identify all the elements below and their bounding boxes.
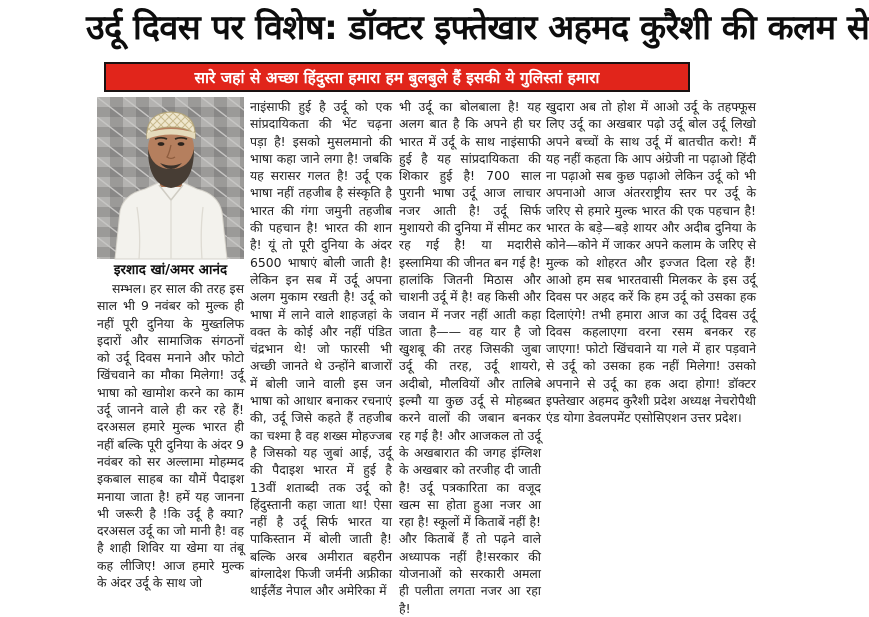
eye-right	[178, 142, 185, 146]
page-title: उर्दू दिवस पर विशेष: डॉक्टर इफ्तेखार अहमद कुरैशी की कलम से	[86, 8, 869, 48]
article-text: भी उर्दू का बोलबाला है! यह अलग बात है कि अपने ही घर भारत में उर्दू के साथ नाइंसाफी हुई है यह सांप्रदायिकता की शिकार हुई है! 700 साल पुरानी भाषा उर्दू आज लाचार नजर आती है! उर्दू सिर्फ मुशायरो की दुनिया में सीमट कर रह गई है! या मदारीसे इस्लामिया की जीनत बन गई है! हालांकि जितनी मिठास और चाशनी उर्दू में है! वह किसी और जवान में नजर नहीं आती कहा जाता है—— वह यार है जो खुशबू की तरह जिसकी जुबा उर्दू की तरह, उर्दू शायरो, अदीबो, मौलवियों और तालिबे इल्मौ या कुछ उर्दू से मोहब्बत करने वालों की जबान बनकर रह गई है! और आजकल तो उर्दू के अखबारात की जगह इंग्लिश के अखबार को तरजीह दी जाती है! उर्दू पत्रकारिता का वजूद खत्म सा होता हुआ नजर आ रहा है! स्कूलों में किताबें नहीं है! और किताबें हैं तो पढ़ने वाले अध्यापक नहीं है!सरकार की योजनाओं को सरकारी अमला ही पलीता लगता नजर आ रहा है!	[399, 99, 541, 616]
subheadline-banner	[104, 62, 690, 92]
article-column-3	[399, 98, 541, 617]
article-column-2	[250, 98, 392, 600]
article-column-1	[97, 97, 244, 591]
eye-left	[158, 142, 165, 146]
article-column-4	[546, 98, 756, 427]
article-text: खुदारा अब तो होश में आओ उर्दू के तहफ्फूस लिए उर्दू का अखबार पढ़ो उर्दू बोल उर्दू लिखो अपने बच्चों के साथ उर्दू में बातचीत करो! मैं यह नहीं कहता कि आप अंग्रेजी ना पढ़ाओ हिंदी ना पढ़ाओ सब कुछ पढ़ाओ लेकिन उर्दू को भी अपनाओ आज अंतरराष्ट्रीय स्तर पर उर्दू के जरिए से हमारे मुल्क भारत की एक पहचान है! भारत के बड़े—बड़े शायर और अदीब दुनिया के कोने—कोने में जाकर अपने कलाम के जरिए से मुल्क को शोहरत और इज्जत दिला रहे हैं! आओ हम सब भारतवासी मिलकर के इस उर्दू दिवस पर अहद करें कि हम उर्दू को उसका हक दिलाएंगे! तभी हमारा आज का उर्दू दिवस उर्दू दिवस कहलाएगा वरना रसम बनकर रह जाएगा! फोटो खिंचवाने या गले में हार पड़वाने से उर्दू को उसका हक नहीं मिलेगा! उसको अपनाने से उर्दू का हक अदा होगा! डॉक्टर इफ्तेखार अहमद कुरैशी प्रदेश अध्यक्ष नेचरोपैथी एंड योगा डेवलपमेंट एसोसिएशन उत्तर प्रदेश।	[546, 99, 756, 426]
article-text: सम्भल। हर साल की तरह इस साल भी 9 नवंबर को मुल्क ही नहीं पूरी दुनिया के मुख्तलिफ इदारों और सामाजिक संगठनों को उर्दू दिवस मनाने और फोटो खिंचवाने का मौका मिलेगा! उर्दू भाषा को खामोश करने का काम उर्दू जानने वाले ही कर रहे हैं! दरअसल हमारे मुल्क भारत ही नहीं बल्कि पूरी दुनिया के अंदर 9 नवंबर को सर अल्लामा मोहम्मद इकबाल साहब का यौमें पैदाइश मनाया जाता है! हमें यह जानना भी जरूरी है !कि उर्दू है क्या? दरअसल उर्दू का जो मानी है! वह है शाही शिविर या खेमा या तंबू कह लीजिए! आज हमारे मुल्क के अंदर उर्दू के साथ जो	[97, 281, 244, 591]
photo-caption: इरशाद खां/अमर आनंद	[113, 262, 228, 278]
article-text: नाइंसाफी हुई है उर्दू को एक सांप्रदायिकता की भेंट चढ़ना पड़ा है! इसको मुसलमानो की भाषा कहा जाने लगा है! जबकि यह सरासर गलत है! उर्दू एक भाषा नहीं तहजीब है संस्कृति है भारत की गंगा जमुनी तहजीब की पहचान है! भारत की शान है! यूं तो पूरी दुनिया के अंदर 6500 भाषाएं बोली जाती है! लेकिन इन सब में उर्दू अपना अलग मुकाम रखती है! उर्दू को भाषा में लाने वाले शाहजहां के वक्त के कोई और नहीं पंडित चंद्रभान थे! जो फारसी भी अच्छी जानते थे उन्होंने बाजारों में बोली जाने वाली इस जन भाषा को आधार बनाकर रचनाएं की, उर्दू जिसे कहते हैं तहजीब का चश्मा है वह शख्स मोहज्जब है जिसको यह जुबां आई, उर्दू की पैदाइश भारत में हुई है 13वीं शताब्दी तक उर्दू को हिंदुस्तानी कहा जाता था! ऐसा नहीं है उर्दू सिर्फ भारत या पाकिस्तान में बोली जाती है! बल्कि अरब अमीरात बहरीन बांग्लादेश फिजी जर्मनी अफ्रीका थाईलैंड नेपाल और अमेरिका में	[250, 99, 392, 599]
author-photo	[97, 97, 244, 259]
subheadline-text: सारे जहां से अच्छा हिंदुस्ता हमारा हम बुलबुले हैं इसकी ये गुलिस्तां हमारा	[194, 69, 600, 87]
